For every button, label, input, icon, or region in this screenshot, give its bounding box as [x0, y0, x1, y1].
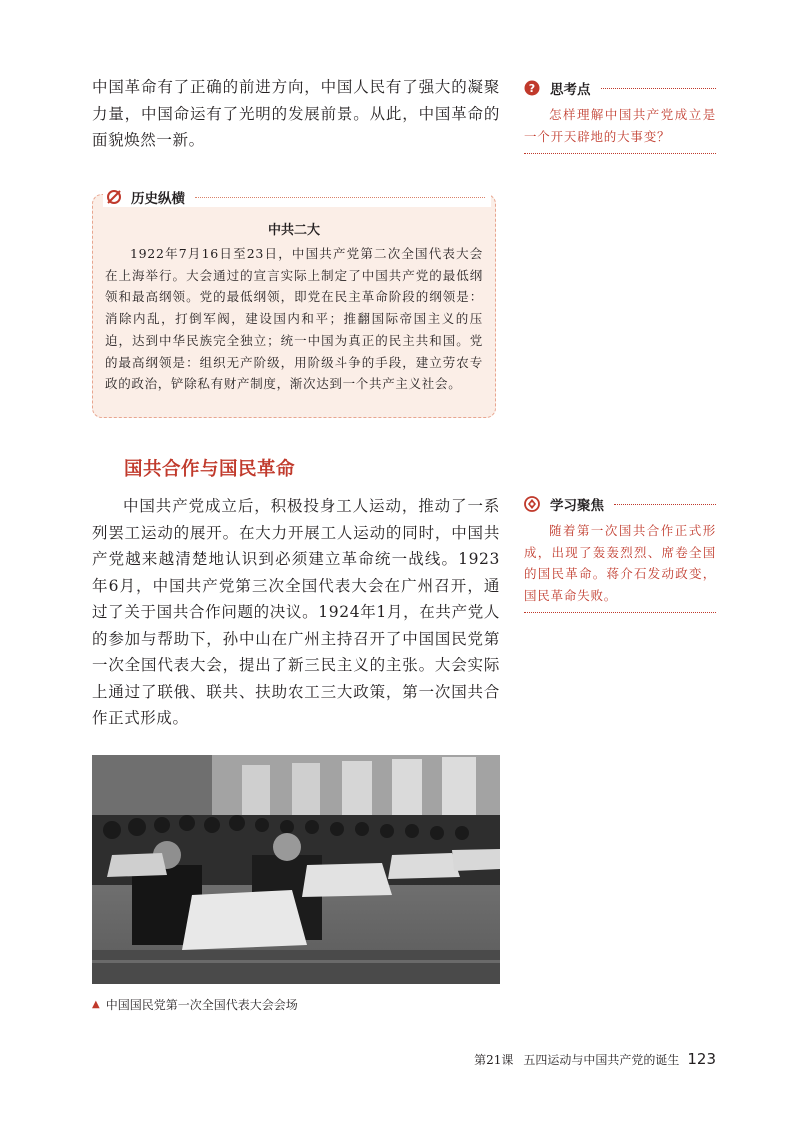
- focus-target-icon: [524, 496, 540, 512]
- history-article-text: 1922年7月16日至23日，中国共产党第二次全国代表大会在上海举行。大会通过的宣言实际上制定了中国共产党的最低纲领和最高纲领。党的最低纲领，即党在民主革命阶段的纲领是：消除内乱，打倒军阀，建设国内和平；推翻国际帝国主义的压迫，达到中华民族完全独立；统一中国为真正的民主共和国。党的最高纲领是：组织无产阶级，用阶级斗争的手段，建立劳农专政的政治，铲除私有财产制度，渐次达到一个共产主义社会。: [105, 246, 483, 392]
- question-icon: [524, 80, 540, 96]
- history-panorama-box: [92, 191, 496, 418]
- page-number: 123: [687, 1050, 716, 1068]
- photo-caption: [92, 996, 298, 1013]
- photo-caption-text: 中国国民党第一次全国代表大会会场: [105, 998, 298, 1012]
- lesson-number: 第21课: [474, 1053, 514, 1067]
- divider: [195, 197, 485, 198]
- divider: [524, 612, 716, 613]
- history-panorama-title: 历史纵横: [131, 191, 185, 207]
- learning-focus-text: 随着第一次国共合作正式形成，出现了轰轰烈烈、席卷全国的国民革命。蒋介石发动政变，国民革命失败。: [524, 523, 716, 603]
- think-point-box: [524, 76, 716, 154]
- congress-hall-photo-image: [92, 755, 500, 984]
- svg-text:?: ?: [528, 82, 536, 95]
- history-article-title: 中共二大: [267, 223, 320, 238]
- history-swirl-icon: [105, 188, 123, 206]
- history-panorama-header: [103, 187, 491, 207]
- section-heading: 国共合作与国民革命: [124, 459, 296, 480]
- think-point-header: [524, 76, 716, 100]
- divider: [524, 153, 716, 154]
- learning-focus-header: [524, 492, 716, 516]
- divider: [614, 504, 716, 505]
- divider: [601, 88, 717, 89]
- learning-focus-title: 学习聚焦: [550, 498, 604, 514]
- intro-paragraph: 中国革命有了正确的前进方向，中国人民有了强大的凝聚力量，中国命运有了光明的发展前景。从此，中国革命的面貌焕然一新。: [92, 78, 500, 149]
- congress-hall-photo: [92, 755, 500, 984]
- think-point-title: 思考点: [550, 82, 591, 98]
- body-paragraph: 中国共产党成立后，积极投身工人运动，推动了一系列罢工运动的展开。在大力开展工人运动的同时，中国共产党越来越清楚地认识到必须建立革命统一战线。1923年6月，中国共产党第三次全国代表大会在广州召开，通过了关于国共合作问题的决议。1924年1月，在共产党人的参加与帮助下，孙中山在广州主持召开了中国国民党第一次全国代表大会，提出了新三民主义的主张。大会实际上通过了联俄、联共、扶助农工三大政策，第一次国共合作正式形成。: [92, 497, 500, 727]
- lesson-title: 五四运动与中国共产党的诞生: [523, 1053, 680, 1067]
- think-point-text: 怎样理解中国共产党成立是一个开天辟地的大事变？: [524, 107, 716, 144]
- learning-focus-box: [524, 492, 716, 613]
- triangle-icon: ▲: [92, 999, 100, 1010]
- page-footer: [474, 1050, 716, 1068]
